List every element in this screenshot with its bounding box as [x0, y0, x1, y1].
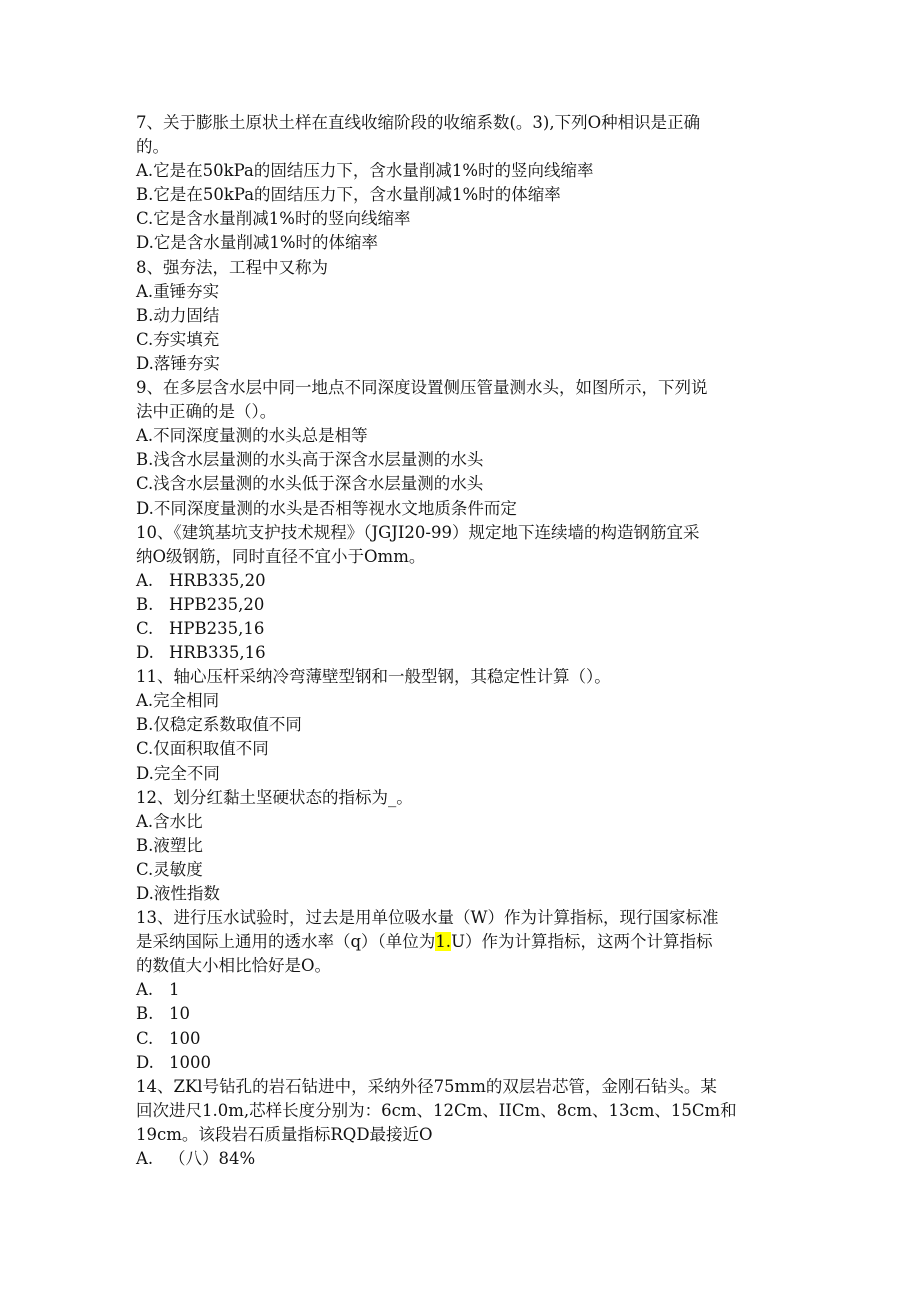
question-7 — [136, 111, 786, 256]
option-b — [136, 1002, 786, 1026]
option-d — [136, 641, 786, 665]
option-text: 10 — [169, 1004, 190, 1024]
option-c: C.夯实填充 — [136, 329, 220, 349]
option-c — [136, 617, 786, 641]
question-title: 回次进尺1.0m,芯样长度分别为：6cm、12Cm、IICm、8cm、13cm、15Cm和 — [136, 1100, 737, 1120]
option-a: A.不同深度量测的水头总是相等 — [136, 426, 368, 446]
question-13 — [136, 906, 786, 1075]
text-segment: 是采纳国际上通用的透水率（q）（单位为 — [136, 932, 436, 952]
question-title: 法中正确的是（）。 — [136, 402, 277, 422]
option-text: 1000 — [169, 1052, 211, 1072]
question-title: 纳O级钢筋，同时直径不宜小于Omm。 — [136, 546, 426, 566]
option-a: A.完全相同 — [136, 691, 220, 711]
option-a: A.重锤夯实 — [136, 281, 220, 301]
question-title — [136, 930, 786, 954]
option-d: D.完全不同 — [136, 763, 220, 783]
question-title: 13、进行压水试验时，过去是用单位吸水量（W）作为计算指标，现行国家标准 — [136, 908, 719, 928]
option-d: D.落锤夯实 — [136, 353, 220, 373]
option-label: A. — [136, 1149, 154, 1169]
option-b: B.液塑比 — [136, 835, 203, 855]
option-d: D.液性指数 — [136, 884, 220, 903]
question-title: 的数值大小相比恰好是O。 — [136, 956, 332, 976]
option-text: （八）84% — [169, 1149, 256, 1169]
option-a — [136, 978, 786, 1002]
option-c: C.仅面积取值不同 — [136, 739, 269, 759]
option-d — [136, 1051, 786, 1075]
option-c: C.它是含水量削减1%时的竖向线缩率 — [136, 209, 411, 229]
option-label: A. — [136, 570, 154, 590]
question-10 — [136, 521, 786, 666]
option-b: B.浅含水层量测的水头高于深含水层量测的水头 — [136, 450, 484, 470]
option-label: B. — [136, 1004, 154, 1024]
option-c — [136, 1027, 786, 1051]
question-title: 19cm。该段岩石质量指标RQD最接近O — [136, 1124, 433, 1144]
option-text: HRB335,20 — [169, 570, 266, 590]
question-11 — [136, 665, 786, 785]
option-label: D. — [136, 1052, 154, 1072]
option-label: C. — [136, 1028, 154, 1048]
option-a — [136, 1147, 786, 1171]
highlighted-text: 1. — [435, 932, 452, 952]
document-page — [136, 111, 786, 1171]
question-title: 11、轴心压杆采纳冷弯薄壁型钢和一般型钢，其稳定性计算（）。 — [136, 667, 611, 687]
option-text: 1 — [169, 980, 180, 1000]
option-text: HPB235,16 — [169, 618, 265, 638]
question-title: 7、关于膨胀土原状土样在直线收缩阶段的收缩系数(。3),下列O种相识是正确 — [136, 113, 701, 132]
option-label: A. — [136, 980, 154, 1000]
text-segment: U）作为计算指标，这两个计算指标 — [451, 932, 713, 952]
question-title: 10、《建筑基坑支护技术规程》（JGJI20-99）规定地下连续墙的构造钢筋宜采 — [136, 522, 700, 542]
question-title: 14、ZKl号钻孔的岩石钻进中，采纳外径75mm的双层岩芯管，金刚石钻头。某 — [136, 1076, 717, 1096]
option-b: B.动力固结 — [136, 305, 220, 325]
option-d: D.不同深度量测的水头是否相等视水文地质条件而定 — [136, 498, 517, 518]
option-label: B. — [136, 594, 154, 614]
question-title: 8、强夯法，工程中又称为 — [136, 257, 328, 277]
option-b: B.仅稳定系数取值不同 — [136, 715, 302, 735]
question-title: 9、在多层含水层中同一地点不同深度设置侧压管量测水头，如图所示，下列说 — [136, 378, 708, 398]
option-b — [136, 593, 786, 617]
question-title: 的。 — [136, 137, 169, 157]
option-text: 100 — [169, 1028, 201, 1048]
option-c: C.浅含水层量测的水头低于深含水层量测的水头 — [136, 474, 484, 494]
option-d: D.它是含水量削减1%时的体缩率 — [136, 233, 379, 253]
option-a — [136, 569, 786, 593]
option-text: HPB235,20 — [169, 594, 265, 614]
question-8 — [136, 256, 786, 376]
option-a: A.它是在50kPa的固结压力下，含水量削减1%时的竖向线缩率 — [136, 161, 594, 181]
option-b: B.它是在50kPa的固结压力下，含水量削减1%时的体缩率 — [136, 185, 561, 205]
question-title: 12、划分红黏土坚硬状态的指标为_。 — [136, 787, 413, 807]
question-9 — [136, 376, 786, 521]
question-12 — [136, 786, 786, 906]
question-14 — [136, 1075, 786, 1171]
option-text: HRB335,16 — [169, 643, 266, 663]
option-c: C.灵敏度 — [136, 859, 203, 879]
option-label: C. — [136, 618, 154, 638]
option-a: A.含水比 — [136, 811, 203, 831]
option-label: D. — [136, 643, 154, 663]
